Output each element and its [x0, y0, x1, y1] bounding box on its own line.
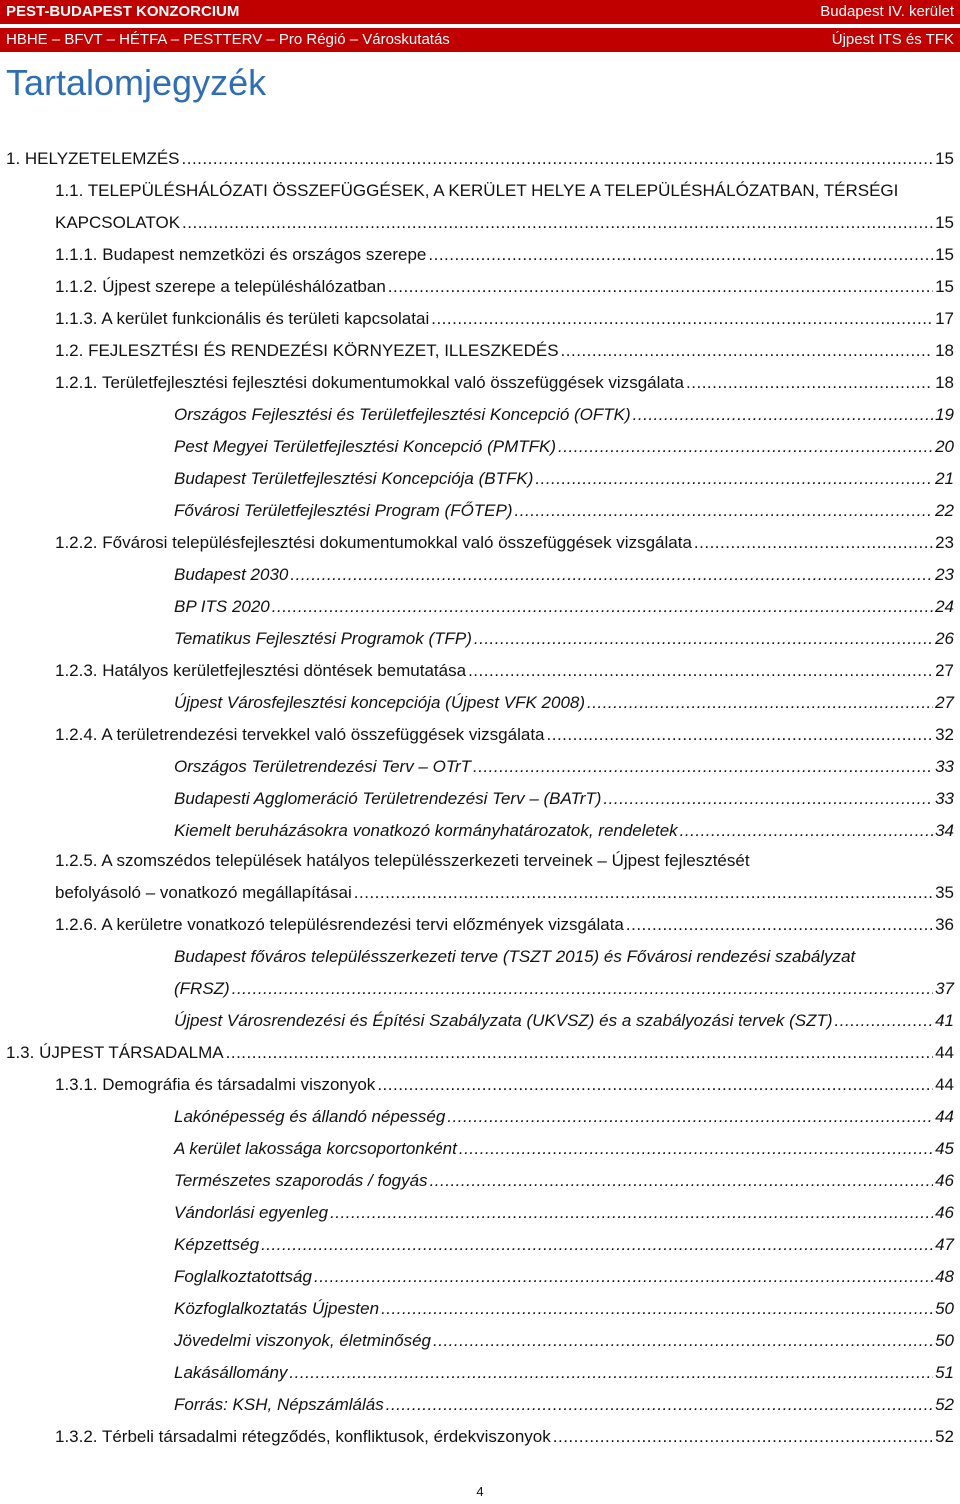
toc-page-number: 44 — [935, 1107, 954, 1126]
toc-entry-text: Vándorlási egyenleg — [174, 1203, 329, 1222]
toc-entry-text: Kiemelt beruházásokra vonatkozó kormányhatározatok, rendeletek — [174, 821, 678, 840]
dot-leader — [459, 1133, 933, 1165]
page-title: Tartalomjegyzék — [6, 62, 267, 103]
toc-entry-text: 1.2.2. Fővárosi településfejlesztési dokumentumokkal való összefüggések vizsgálata — [55, 533, 692, 552]
toc-page-number: 32 — [935, 725, 954, 744]
dot-leader — [686, 367, 933, 399]
dot-leader — [473, 751, 933, 783]
toc-entry[interactable] — [55, 527, 954, 559]
toc-page-number: 27 — [935, 661, 954, 680]
toc-page-number: 46 — [935, 1171, 954, 1190]
toc-entry[interactable] — [6, 143, 954, 175]
dot-leader — [182, 143, 934, 175]
dot-leader — [354, 877, 933, 909]
toc-entry-continuation: befolyásoló – vonatkozó megállapításai — [55, 883, 352, 902]
toc-entry-continuation: KAPCSOLATOK — [55, 213, 181, 232]
toc-entry[interactable] — [174, 973, 954, 1005]
toc-page-number: 15 — [935, 245, 954, 264]
toc-entry[interactable] — [55, 909, 954, 941]
dot-leader — [633, 399, 933, 431]
toc-entry[interactable] — [174, 1165, 954, 1197]
toc-page-number: 44 — [935, 1043, 954, 1062]
toc-entry[interactable] — [174, 1389, 954, 1421]
toc-entry-text: Képzettség — [174, 1235, 260, 1254]
toc-entry[interactable] — [174, 1293, 954, 1325]
toc-entry[interactable] — [55, 271, 954, 303]
toc-entry[interactable] — [55, 1421, 954, 1453]
page-number: 4 — [476, 1484, 484, 1499]
toc-page-number: 17 — [935, 309, 954, 328]
toc-entry[interactable] — [55, 655, 954, 687]
toc-page-number: 15 — [935, 277, 954, 296]
toc-page-number: 50 — [935, 1299, 954, 1318]
toc-page-number: 41 — [935, 1011, 954, 1030]
toc-entry-continuation: (FRSZ) — [174, 979, 230, 998]
toc-page-number: 51 — [935, 1363, 954, 1382]
dot-leader — [386, 1389, 933, 1421]
toc-page-number: 24 — [935, 597, 954, 616]
toc-entry-text: Tematikus Fejlesztési Programok (TFP) — [174, 629, 472, 648]
toc-entry-text: 1.1.1. Budapest nemzetközi és országos szerepe — [55, 245, 427, 264]
toc-page-number: 33 — [935, 789, 954, 808]
dot-leader — [428, 239, 933, 271]
toc-page-number: 37 — [935, 979, 954, 998]
toc-page-number: 27 — [935, 693, 954, 712]
toc-entry-text: 1.2.1. Területfejlesztési fejlesztési dokumentumokkal való összefüggések vizsgálata — [55, 373, 685, 392]
toc-entry[interactable] — [174, 559, 954, 591]
dot-leader — [330, 1197, 933, 1229]
toc-entry[interactable] — [55, 367, 954, 399]
dot-leader — [626, 909, 933, 941]
toc-entry-text: Országos Fejlesztési és Területfejlesztési Koncepció (OFTK) — [174, 405, 631, 424]
toc-entry[interactable] — [174, 591, 954, 623]
dot-leader — [232, 973, 933, 1005]
toc-entry[interactable] — [174, 1261, 954, 1293]
dot-leader — [388, 271, 933, 303]
toc-page-number: 33 — [935, 757, 954, 776]
toc-entry[interactable] — [55, 303, 954, 335]
toc-entry-text: A kerület lakossága korcsoportonként — [174, 1139, 457, 1158]
toc-entry-text: 1.1.2. Újpest szerepe a településhálózatban — [55, 277, 386, 296]
toc-entry[interactable] — [174, 783, 954, 815]
dot-leader — [535, 463, 933, 495]
toc-entry-text: 1.3.2. Térbeli társadalmi rétegződés, konfliktusok, érdekviszonyok — [55, 1427, 551, 1446]
partners-list: HBHE – BFVT – HÉTFA – PESTTERV – Pro Régió – Városkutatás — [6, 31, 450, 48]
toc-entry-text: Lakónépesség és állandó népesség — [174, 1107, 446, 1126]
toc-entry-text: 1.1.3. A kerület funkcionális és területi kapcsolatai — [55, 309, 430, 328]
toc-entry-text: Pest Megyei Területfejlesztési Koncepció (PMTFK) — [174, 437, 557, 456]
toc-entry-text: Budapest Területfejlesztési Koncepciója (BTFK) — [174, 469, 534, 488]
toc-page-number: 23 — [935, 533, 954, 552]
dot-leader — [431, 303, 933, 335]
toc-page-number: 47 — [935, 1235, 954, 1254]
toc-entry[interactable] — [174, 1357, 954, 1389]
toc-entry-text: Újpest Városrendezési és Építési Szabályzata (UKVSZ) és a szabályozási tervek (SZT) — [174, 1011, 833, 1030]
toc-entry-text: 1. HELYZETELEMZÉS — [6, 149, 180, 168]
toc-page-number: 48 — [935, 1267, 954, 1286]
toc-entry-text: Újpest Városfejlesztési koncepciója (Újpest VFK 2008) — [174, 693, 586, 712]
toc-entry-text: Budapesti Agglomeráció Területrendezési Terv – (BATrT) — [174, 789, 602, 808]
toc-page-number: 52 — [935, 1427, 954, 1446]
toc-page-number: 45 — [935, 1139, 954, 1158]
toc-page-number: 50 — [935, 1331, 954, 1350]
toc-entry[interactable] — [174, 1005, 954, 1037]
dot-leader — [433, 1325, 933, 1357]
toc-page-number: 22 — [935, 501, 954, 520]
toc-entry[interactable] — [174, 751, 954, 783]
dot-leader — [261, 1229, 933, 1261]
toc-page-number: 18 — [935, 341, 954, 360]
toc-entry[interactable] — [55, 207, 954, 239]
dot-leader — [182, 207, 933, 239]
toc-entry-text: 1.2.6. A kerületre vonatkozó településrendezési tervi előzmények vizsgálata — [55, 915, 624, 934]
dot-leader — [289, 1357, 933, 1389]
toc-entry[interactable] — [174, 463, 954, 495]
toc-page-number: 44 — [935, 1075, 954, 1094]
toc-entry-text: BP ITS 2020 — [174, 597, 270, 616]
dot-leader — [603, 783, 933, 815]
toc-page-number: 18 — [935, 373, 954, 392]
toc-page-number: 20 — [935, 437, 954, 456]
toc-page-number: 15 — [935, 149, 954, 168]
toc-entry-text: Országos Területrendezési Terv – OTrT — [174, 757, 471, 776]
toc-entry[interactable] — [174, 1101, 954, 1133]
toc-entry-text: 1.2.3. Hatályos kerületfejlesztési döntések bemutatása — [55, 661, 467, 680]
toc-entry[interactable] — [174, 431, 954, 463]
dot-leader — [835, 1005, 934, 1037]
toc-entry-text: 1.2.4. A területrendezési tervekkel való összefüggések vizsgálata — [55, 725, 545, 744]
dot-leader — [290, 559, 933, 591]
toc-page-number: 23 — [935, 565, 954, 584]
header-row-2 — [0, 28, 960, 52]
toc-page-number: 19 — [935, 405, 954, 424]
dot-leader — [474, 623, 933, 655]
header-row-1 — [0, 0, 960, 24]
toc-entry-text: 1.3. ÚJPEST TÁRSADALMA — [6, 1043, 224, 1062]
toc-entry[interactable] — [55, 335, 954, 367]
dot-leader — [547, 719, 934, 751]
toc-page-number: 15 — [935, 213, 954, 232]
toc-page-number: 34 — [935, 821, 954, 840]
toc-entry[interactable] — [174, 1197, 954, 1229]
toc-entry[interactable] — [174, 399, 954, 431]
toc-entry-text[interactable]: 1.1. TELEPÜLÉSHÁLÓZATI ÖSSZEFÜGGÉSEK, A KERÜLET HELYE A TELEPÜLÉSHÁLÓZATBAN, TÉRSÉGI — [55, 181, 899, 200]
toc-entry-text: Jövedelmi viszonyok, életminőség — [174, 1331, 432, 1350]
dot-leader — [561, 335, 934, 367]
dot-leader — [468, 655, 933, 687]
toc-entry[interactable] — [174, 815, 954, 847]
toc-entry[interactable] — [55, 877, 954, 909]
dot-leader — [272, 591, 933, 623]
dot-leader — [377, 1069, 933, 1101]
dot-leader — [314, 1261, 933, 1293]
dot-leader — [515, 495, 934, 527]
district-name: Budapest IV. kerület — [820, 3, 954, 20]
toc-entry-text[interactable]: Budapest főváros településszerkezeti terve (TSZT 2015) és Fővárosi rendezési szabályzat — [174, 947, 856, 966]
toc-entry-text[interactable]: 1.2.5. A szomszédos települések hatályos településszerkezeti terveinek – Újpest fejlesztését — [55, 851, 750, 870]
dot-leader — [553, 1421, 933, 1453]
toc-entry[interactable] — [174, 1229, 954, 1261]
toc-page-number: 36 — [935, 915, 954, 934]
consortium-name: PEST-BUDAPEST KONZORCIUM — [6, 3, 240, 20]
toc-entry[interactable] — [55, 719, 954, 751]
dot-leader — [381, 1293, 933, 1325]
dot-leader — [587, 687, 933, 719]
dot-leader — [558, 431, 933, 463]
toc-entry-text: Foglalkoztatottság — [174, 1267, 312, 1286]
dot-leader — [680, 815, 933, 847]
toc-entry[interactable] — [174, 687, 954, 719]
toc-entry[interactable] — [6, 1037, 954, 1069]
dot-leader — [447, 1101, 933, 1133]
document-name: Újpest ITS és TFK — [831, 31, 954, 48]
toc-entry-text: Természetes szaporodás / fogyás — [174, 1171, 428, 1190]
toc-page-number: 52 — [935, 1395, 954, 1414]
toc-entry-text: Budapest 2030 — [174, 565, 289, 584]
toc-page-number: 35 — [935, 883, 954, 902]
toc-entry[interactable] — [55, 239, 954, 271]
dot-leader — [694, 527, 933, 559]
toc-entry-text: Forrás: KSH, Népszámlálás — [174, 1395, 384, 1414]
toc-entry-text: 1.2. FEJLESZTÉSI ÉS RENDEZÉSI KÖRNYEZET, ILLESZKEDÉS — [55, 341, 559, 360]
toc-entry[interactable] — [174, 495, 954, 527]
dot-leader — [430, 1165, 934, 1197]
toc-entry[interactable] — [174, 623, 954, 655]
dot-leader — [226, 1037, 933, 1069]
toc-entry[interactable] — [174, 1133, 954, 1165]
toc-page-number: 21 — [935, 469, 954, 488]
toc-entry-text: 1.3.1. Demográfia és társadalmi viszonyok — [55, 1075, 376, 1094]
toc-entry[interactable] — [55, 1069, 954, 1101]
toc-entry-text: Fővárosi Területfejlesztési Program (FŐTEP) — [174, 501, 513, 520]
toc-entry[interactable] — [174, 1325, 954, 1357]
toc-page-number: 26 — [935, 629, 954, 648]
toc-entry-text: Lakásállomány — [174, 1363, 288, 1382]
toc-page-number: 46 — [935, 1203, 954, 1222]
toc-entry-text: Közfoglalkoztatás Újpesten — [174, 1299, 380, 1318]
